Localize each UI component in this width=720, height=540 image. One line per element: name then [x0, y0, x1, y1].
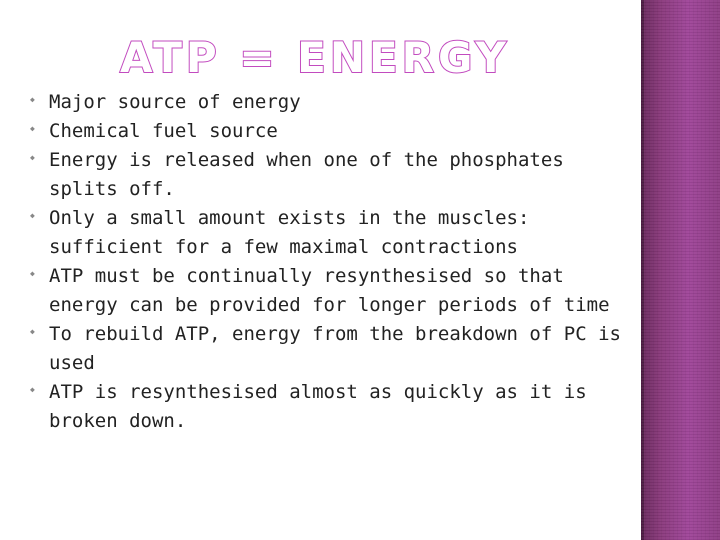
bullet-icon: ◆: [30, 95, 35, 104]
bullet-icon: ◆: [30, 269, 35, 278]
bullet-text: Chemical fuel source: [49, 120, 278, 142]
bullet-item: [30, 88, 622, 117]
bullet-item: [30, 204, 622, 262]
bullet-text: Major source of energy: [49, 91, 301, 113]
bullet-item: [30, 378, 622, 436]
bullet-text: Only a small amount exists in the muscles: sufficient for a few maximal contractions: [49, 207, 530, 258]
slide-title: ATP = ENERGY: [120, 33, 510, 82]
bullet-icon: ◆: [30, 327, 35, 336]
bullet-icon: ◆: [30, 124, 35, 133]
bullet-item: [30, 117, 622, 146]
bullet-icon: ◆: [30, 153, 35, 162]
bullet-text: ATP must be continually resynthesised so that energy can be provided for longer periods of time: [49, 265, 610, 316]
decorative-sidebar: [641, 0, 720, 540]
bullet-text: ATP is resynthesised almost as quickly as it is broken down.: [49, 381, 587, 432]
bullet-list: [30, 88, 622, 436]
bullet-item: [30, 320, 622, 378]
bullet-icon: ◆: [30, 211, 35, 220]
bullet-icon: ◆: [30, 385, 35, 394]
bullet-item: [30, 146, 622, 204]
bullet-text: Energy is released when one of the phosphates splits off.: [49, 149, 564, 200]
bullet-text: To rebuild ATP, energy from the breakdown of PC is used: [49, 323, 621, 374]
bullet-item: [30, 262, 622, 320]
